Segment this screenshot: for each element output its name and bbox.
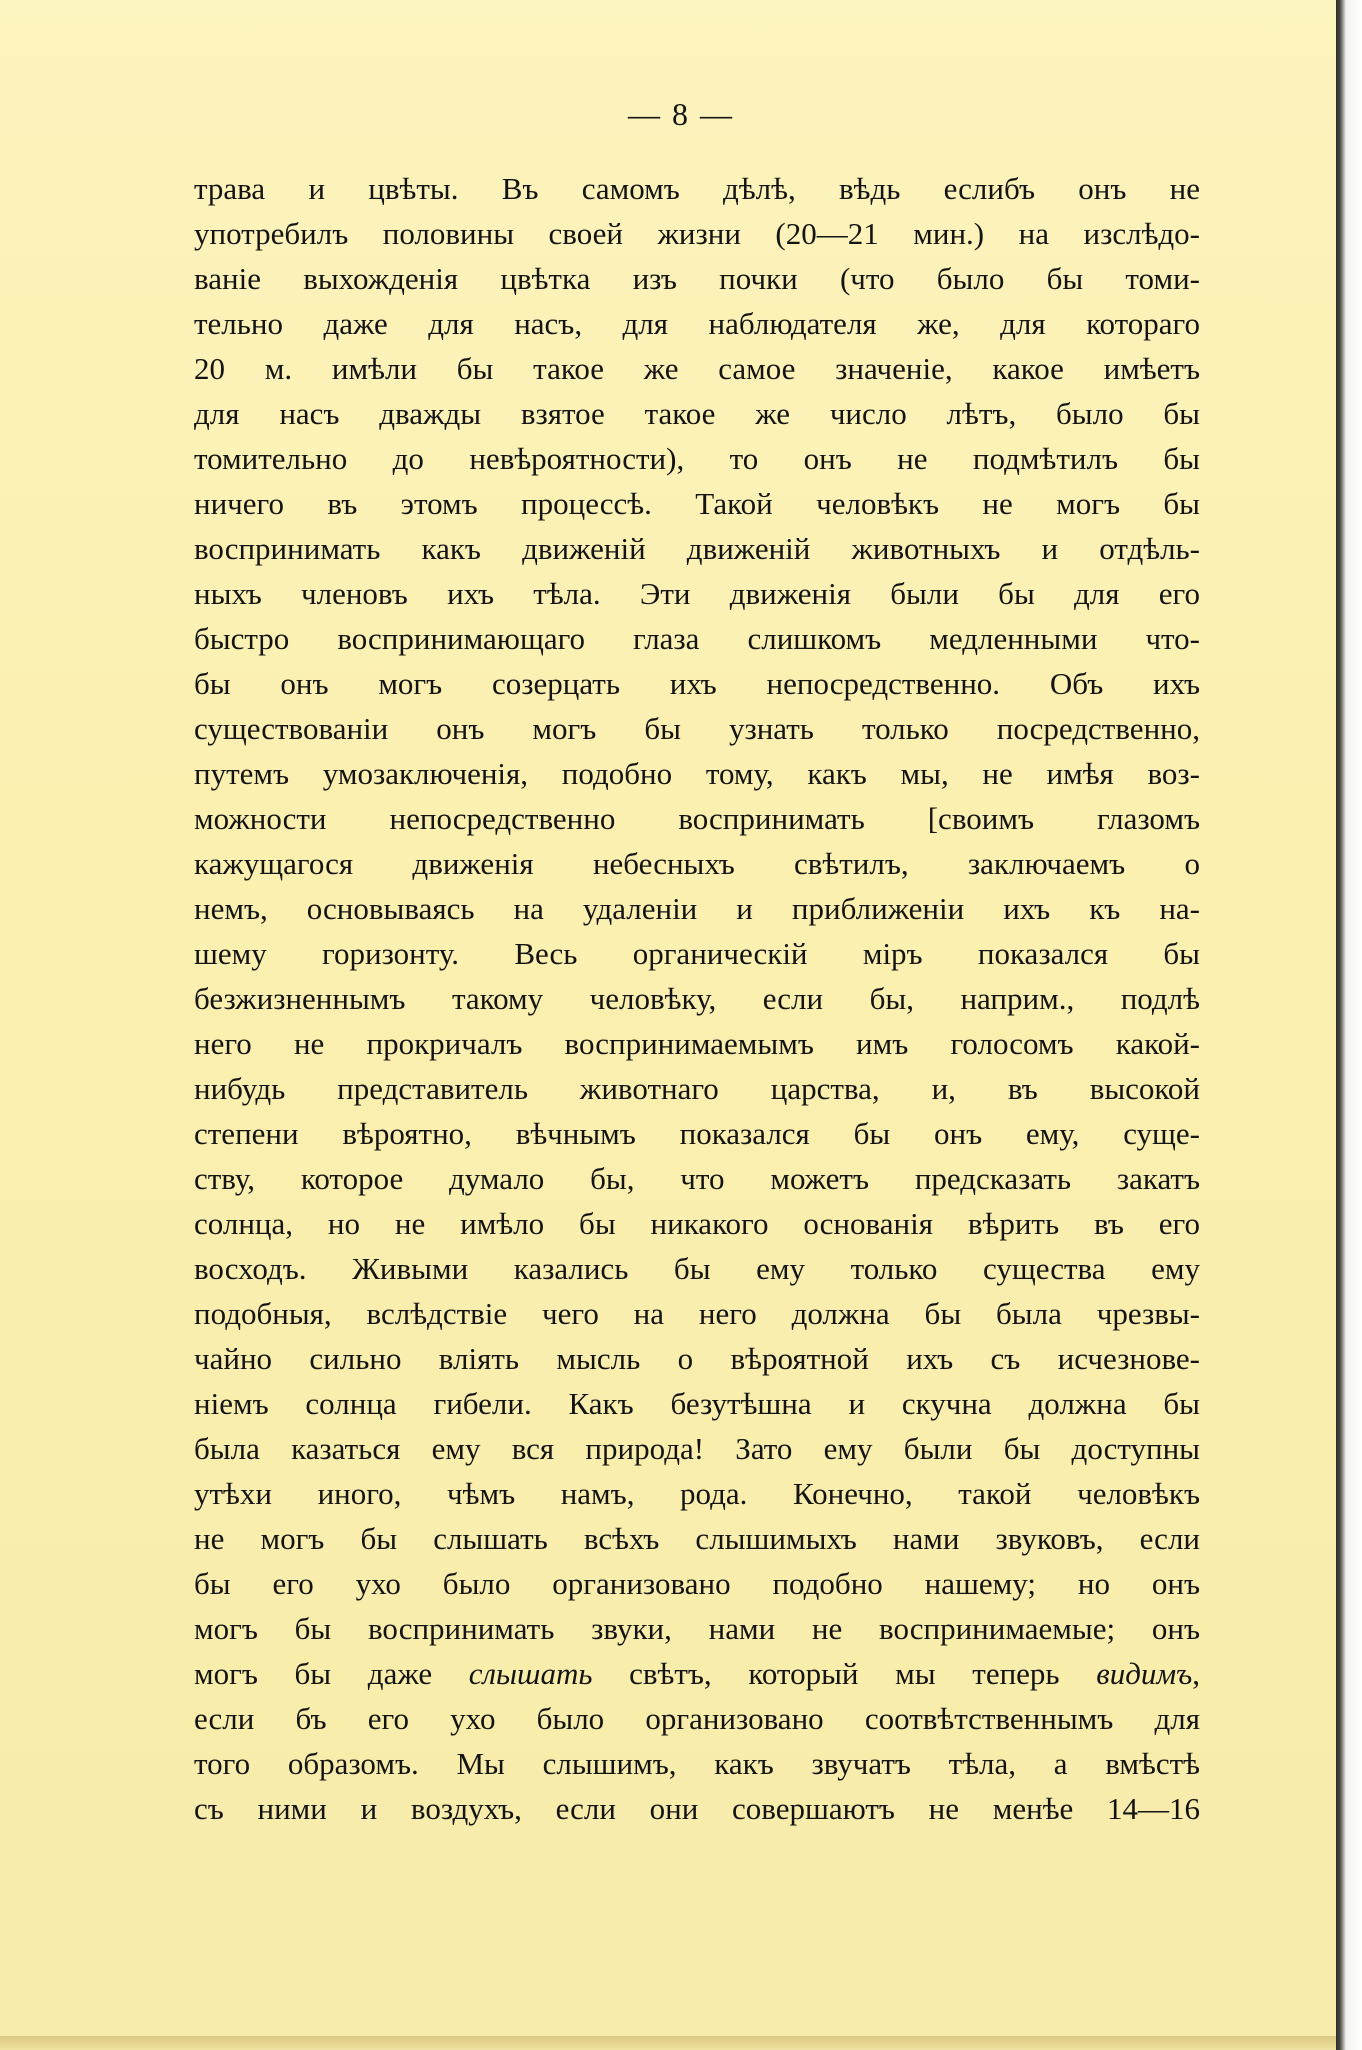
page-bottom-edge [0, 2036, 1336, 2050]
text-line: ству, которое думало бы, что можетъ предсказать закатъ [194, 1161, 1200, 1196]
text-line: 20 м. имѣли бы такое же самое значеніе, какое имѣетъ [194, 351, 1200, 386]
text-line: шему горизонту. Весь органическій міръ показался бы [194, 936, 1200, 971]
text-line: томительно до невѣроятности), то онъ не подмѣтилъ бы [194, 441, 1200, 476]
italic-word-slyshat: слышать [468, 1656, 593, 1691]
text-line: бы его ухо было организовано подобно нашему; но онъ [194, 1566, 1200, 1601]
text-line: съ ними и воздухъ, если они совершаютъ не менѣе 14—16 [194, 1791, 1200, 1826]
italic-word-vidim: видимъ [1096, 1656, 1193, 1691]
text-line: не могъ бы слышать всѣхъ слышимыхъ нами звуковъ, если [194, 1521, 1200, 1556]
text-line: восходъ. Живыми казались бы ему только существа ему [194, 1251, 1200, 1286]
text-line: для насъ дважды взятое такое же число лѣтъ, было бы [194, 396, 1200, 431]
text-line-with-italics [194, 1651, 1200, 1696]
text-line: солнца, но не имѣло бы никакого основанія вѣрить въ его [194, 1206, 1200, 1241]
scan-right-edge [1336, 0, 1362, 2050]
text-line: ваніе выхожденія цвѣтка изъ почки (что было бы томи- [194, 261, 1200, 296]
text-line: подобныя, вслѣдствіе чего на него должна бы была чрезвы- [194, 1296, 1200, 1331]
text-line: нибудь представитель животнаго царства, и, въ высокой [194, 1071, 1200, 1106]
text-segment: могъ бы даже [194, 1656, 469, 1691]
text-line: бы онъ могъ созерцать ихъ непосредственно. Объ ихъ [194, 666, 1200, 701]
text-line: была казаться ему вся природа! Зато ему были бы доступны [194, 1431, 1200, 1466]
text-line: употребилъ половины своей жизни (20—21 мин.) на изслѣдо- [194, 216, 1200, 251]
text-line: степени вѣроятно, вѣчнымъ показался бы онъ ему, суще- [194, 1116, 1200, 1151]
text-line: существованіи онъ могъ бы узнать только посредственно, [194, 711, 1200, 746]
text-line: кажущагося движенія небесныхъ свѣтилъ, заключаемъ о [194, 846, 1200, 881]
text-segment: , [1192, 1656, 1200, 1691]
text-line: того образомъ. Мы слышимъ, какъ звучатъ тѣла, а вмѣстѣ [194, 1746, 1200, 1781]
text-line: можности непосредственно воспринимать [своимъ глазомъ [194, 801, 1200, 836]
text-line: путемъ умозаключенія, подобно тому, какъ мы, не имѣя воз- [194, 756, 1200, 791]
text-line: быстро воспринимающаго глаза слишкомъ медленными что- [194, 621, 1200, 656]
text-line: воспринимать какъ движеній движеній животныхъ и отдѣль- [194, 531, 1200, 566]
text-line: безжизненнымъ такому человѣку, если бы, наприм., подлѣ [194, 981, 1200, 1016]
text-segment: свѣтъ, который мы теперь [592, 1656, 1097, 1691]
text-line: чайно сильно вліять мысль о вѣроятной ихъ съ исчезнове- [194, 1341, 1200, 1376]
text-line: него не прокричалъ воспринимаемымъ имъ голосомъ какой- [194, 1026, 1200, 1061]
body-text [194, 166, 1200, 1831]
text-line: тельно даже для насъ, для наблюдателя же, для котораго [194, 306, 1200, 341]
text-line: если бъ его ухо было организовано соотвѣтственнымъ для [194, 1701, 1200, 1736]
text-line: ніемъ солнца гибели. Какъ безутѣшна и скучна должна бы [194, 1386, 1200, 1421]
text-line: могъ бы воспринимать звуки, нами не воспринимаемые; онъ [194, 1611, 1200, 1646]
text-line: ныхъ членовъ ихъ тѣла. Эти движенія были бы для его [194, 576, 1200, 611]
text-line: немъ, основываясь на удаленіи и приближеніи ихъ къ на- [194, 891, 1200, 926]
text-line: трава и цвѣты. Въ самомъ дѣлѣ, вѣдь еслибъ онъ не [194, 171, 1200, 206]
text-line: утѣхи иного, чѣмъ намъ, рода. Конечно, такой человѣкъ [194, 1476, 1200, 1511]
text-line: ничего въ этомъ процессѣ. Такой человѣкъ не могъ бы [194, 486, 1200, 521]
page-number: — 8 — [628, 96, 734, 132]
